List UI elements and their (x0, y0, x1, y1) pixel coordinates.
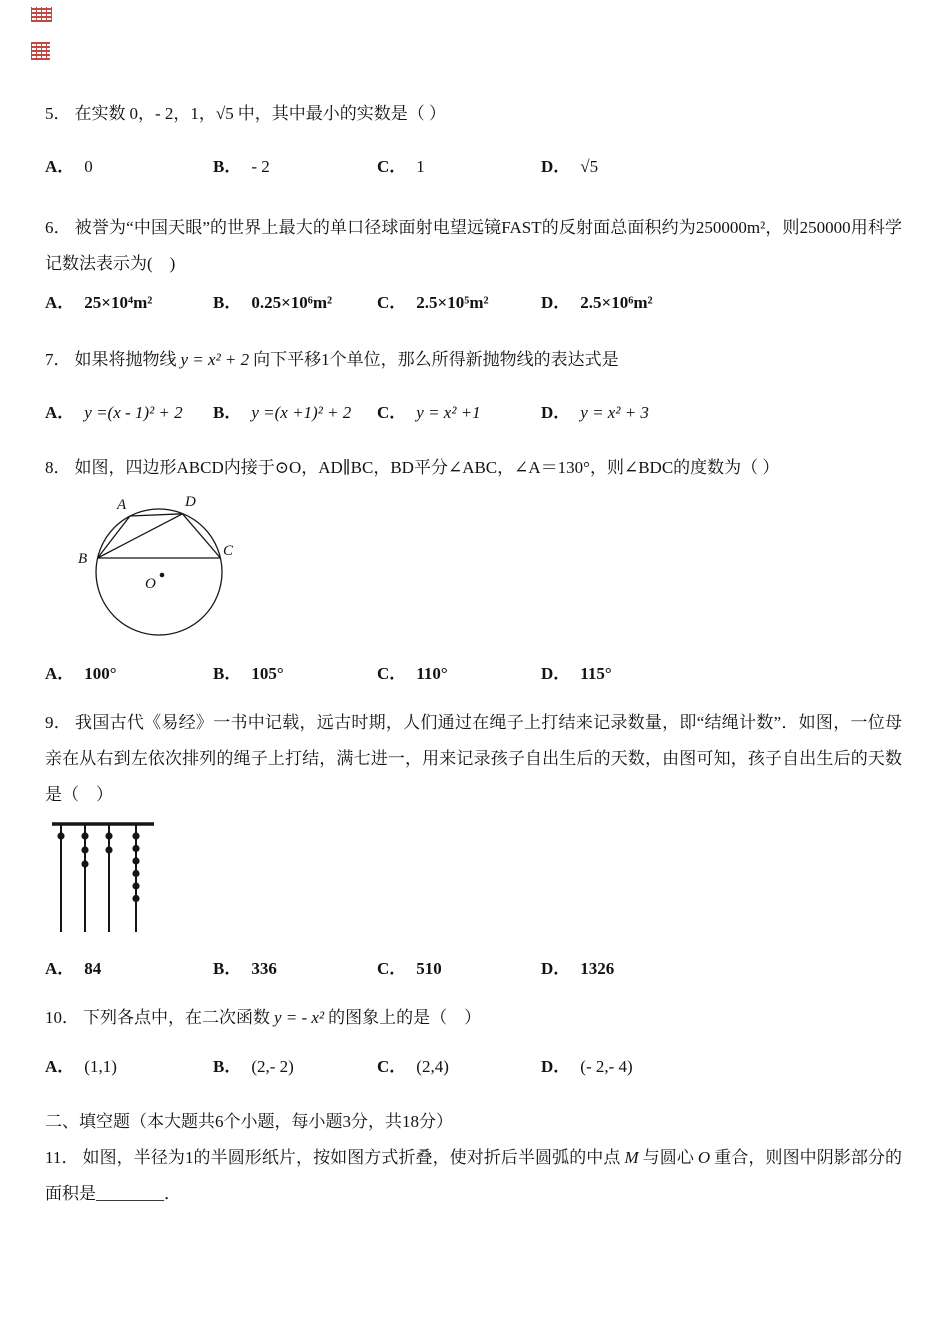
knot-dot (57, 832, 64, 839)
option-value: y = x² +1 (416, 403, 481, 422)
question-7-stem (45, 342, 902, 378)
option-label: A． (45, 1057, 75, 1076)
option-d (541, 290, 902, 316)
stem-text: 如图，半径为1的半圆形纸片，按如图方式折叠，使对折后半圆弧的中点 (82, 1148, 621, 1167)
option-label: B． (213, 157, 242, 176)
option-c (377, 400, 541, 426)
question-number: 10． (45, 1008, 79, 1027)
option-value: 336 (251, 959, 277, 978)
option-value: 1326 (580, 959, 615, 978)
stem-text: 我国古代《易经》一书中记载，远古时期，人们通过在绳子上打结来记录数量，即“结绳计数”．如图，一位母亲在从右到左依次排列的绳子上打结，满七进一，用来记录孩子自出生后的天数，由图可知，孩子自出生后的天数是（ ） (45, 713, 903, 804)
option-d (541, 1054, 902, 1080)
option-value: (1,1) (84, 1057, 117, 1076)
option-b (213, 400, 377, 426)
option-label: C． (377, 157, 407, 176)
knot-dot (132, 832, 139, 839)
question-9-stem (45, 705, 902, 813)
option-value: 0 (84, 157, 93, 176)
label-A: A (117, 497, 127, 513)
question-9-options (45, 956, 902, 982)
option-c (377, 154, 541, 180)
option-a (45, 290, 213, 316)
option-label: B． (213, 664, 242, 683)
option-a (45, 154, 213, 180)
option-a (45, 400, 213, 426)
option-a (45, 1054, 213, 1080)
question-number: 9． (45, 713, 72, 732)
option-value: 84 (84, 959, 102, 978)
option-label: A． (45, 959, 75, 978)
circle-outline (96, 509, 222, 635)
option-label: C． (377, 664, 407, 683)
option-b (213, 154, 377, 180)
option-b (213, 956, 377, 982)
option-value: 510 (416, 959, 442, 978)
option-label: C． (377, 293, 407, 312)
option-label: B． (213, 1057, 242, 1076)
side-DC (183, 514, 221, 558)
question-8 (45, 450, 902, 687)
option-c (377, 956, 541, 982)
stem-text: 在实数 (74, 104, 126, 123)
question-7 (45, 342, 902, 426)
stem-text: 与圆心 (642, 1148, 694, 1167)
red-stamp-mark-2 (31, 42, 50, 60)
question-9 (45, 705, 902, 982)
option-b (213, 661, 377, 687)
knot-dot (105, 832, 112, 839)
option-d (541, 956, 902, 982)
question-number: 6． (45, 218, 71, 237)
knot-counting-diagram (51, 819, 155, 937)
option-a (45, 956, 213, 982)
option-label: B． (213, 293, 242, 312)
point-M-label: M (624, 1148, 639, 1167)
option-d (541, 154, 902, 180)
option-value: 2.5×10⁵m² (416, 293, 489, 312)
question-9-figure (51, 819, 902, 942)
diagonal-BD (98, 514, 183, 558)
question-5-options (45, 154, 902, 180)
question-8-stem (45, 450, 902, 486)
stem-text: 如果将抛物线 (74, 350, 177, 369)
option-value: √5 (580, 157, 599, 176)
option-label: A． (45, 293, 75, 312)
red-stamp-mark-1 (31, 7, 52, 22)
option-label: D． (541, 293, 571, 312)
stem-text: 中，其中最小的实数是（ ） (237, 104, 446, 123)
option-label: C． (377, 1057, 407, 1076)
option-value: - 2 (251, 157, 270, 176)
knot-dot (81, 832, 88, 839)
label-D: D (185, 494, 196, 510)
option-label: A． (45, 403, 75, 422)
option-label: B． (213, 403, 242, 422)
stem-text: 重合，则图中阴影部分的面积是________． (45, 1148, 903, 1203)
option-value: y =(x +1)² + 2 (251, 403, 352, 422)
question-5 (45, 96, 902, 180)
question-number: 7． (45, 350, 71, 369)
question-6-stem (45, 210, 902, 282)
inscribed-quadrilateral-diagram (51, 492, 251, 640)
option-value: 110° (416, 664, 448, 683)
option-value: 100° (84, 664, 117, 683)
option-value: (2,4) (416, 1057, 449, 1076)
question-7-options (45, 400, 902, 426)
label-C: C (223, 543, 234, 559)
label-O: O (145, 576, 156, 592)
knot-dot (132, 857, 139, 864)
stem-text: 的图象上的是（ ） (328, 1008, 482, 1027)
option-d (541, 661, 902, 687)
center-O-label: O (697, 1148, 711, 1167)
option-value: (2,- 2) (251, 1057, 294, 1076)
question-8-options (45, 661, 902, 687)
stem-text: 向下平移1个单位，那么所得新抛物线的表达式是 (253, 350, 619, 369)
option-b (213, 1054, 377, 1080)
question-11-stem (45, 1140, 902, 1212)
option-label: B． (213, 959, 242, 978)
question-11 (45, 1140, 902, 1212)
stem-formula: y = x² + 2 (180, 350, 250, 369)
option-value: y =(x - 1)² + 2 (84, 403, 183, 422)
side-AB (98, 516, 130, 558)
question-6 (45, 210, 902, 316)
section-2-header: 二、填空题（本大题共6个小题，每小题3分，共18分） (45, 1112, 453, 1131)
question-10-options (45, 1054, 902, 1080)
stem-text: 下列各点中，在二次函数 (83, 1008, 270, 1027)
option-value: 1 (416, 157, 425, 176)
question-6-options (45, 290, 902, 316)
question-number: 11． (45, 1148, 79, 1167)
knot-dot (81, 846, 88, 853)
option-b (213, 290, 377, 316)
stem-text: 被誉为“中国天眼”的世界上最大的单口径球面射电望远镜FAST的反射面总面积约为250000m²，则250000用科学记数法表示为( ) (45, 218, 903, 273)
knot-dot (132, 845, 139, 852)
option-label: D． (541, 664, 571, 683)
knot-dot (132, 895, 139, 902)
center-dot (160, 573, 165, 578)
question-8-figure (51, 492, 902, 645)
question-number: 8． (45, 458, 71, 477)
option-value: 0.25×10⁶m² (251, 293, 333, 312)
question-5-stem (45, 96, 902, 132)
option-value: 25×10⁴m² (84, 293, 153, 312)
option-label: A． (45, 157, 75, 176)
option-label: D． (541, 157, 571, 176)
option-label: C． (377, 959, 407, 978)
stem-math: 0，- 2，1，√5 (129, 104, 234, 123)
question-10 (45, 1000, 902, 1080)
option-label: C． (377, 403, 407, 422)
option-value: y = x² + 3 (580, 403, 649, 422)
option-label: D． (541, 1057, 571, 1076)
option-value: 115° (580, 664, 612, 683)
option-c (377, 1054, 541, 1080)
label-B: B (78, 551, 88, 567)
option-a (45, 661, 213, 687)
stem-text: 如图，四边形ABCD内接于⊙O，AD∥BC，BD平分∠ABC，∠A＝130°，则∠BDC的度数为（ ） (74, 458, 780, 477)
question-10-stem (45, 1000, 902, 1036)
knot-dot (105, 846, 112, 853)
knot-dot (132, 882, 139, 889)
option-c (377, 290, 541, 316)
option-value: 105° (251, 664, 284, 683)
option-value: 2.5×10⁶m² (580, 293, 653, 312)
option-d (541, 400, 902, 426)
option-c (377, 661, 541, 687)
stem-formula: y = - x² (274, 1008, 325, 1027)
option-label: D． (541, 403, 571, 422)
chord-AD (130, 514, 183, 516)
option-value: (- 2,- 4) (580, 1057, 633, 1076)
knots-dots-group (57, 832, 139, 902)
option-label: A． (45, 664, 75, 683)
knot-dot (132, 870, 139, 877)
question-number: 5． (45, 104, 71, 123)
knot-dot (81, 860, 88, 867)
option-label: D． (541, 959, 571, 978)
